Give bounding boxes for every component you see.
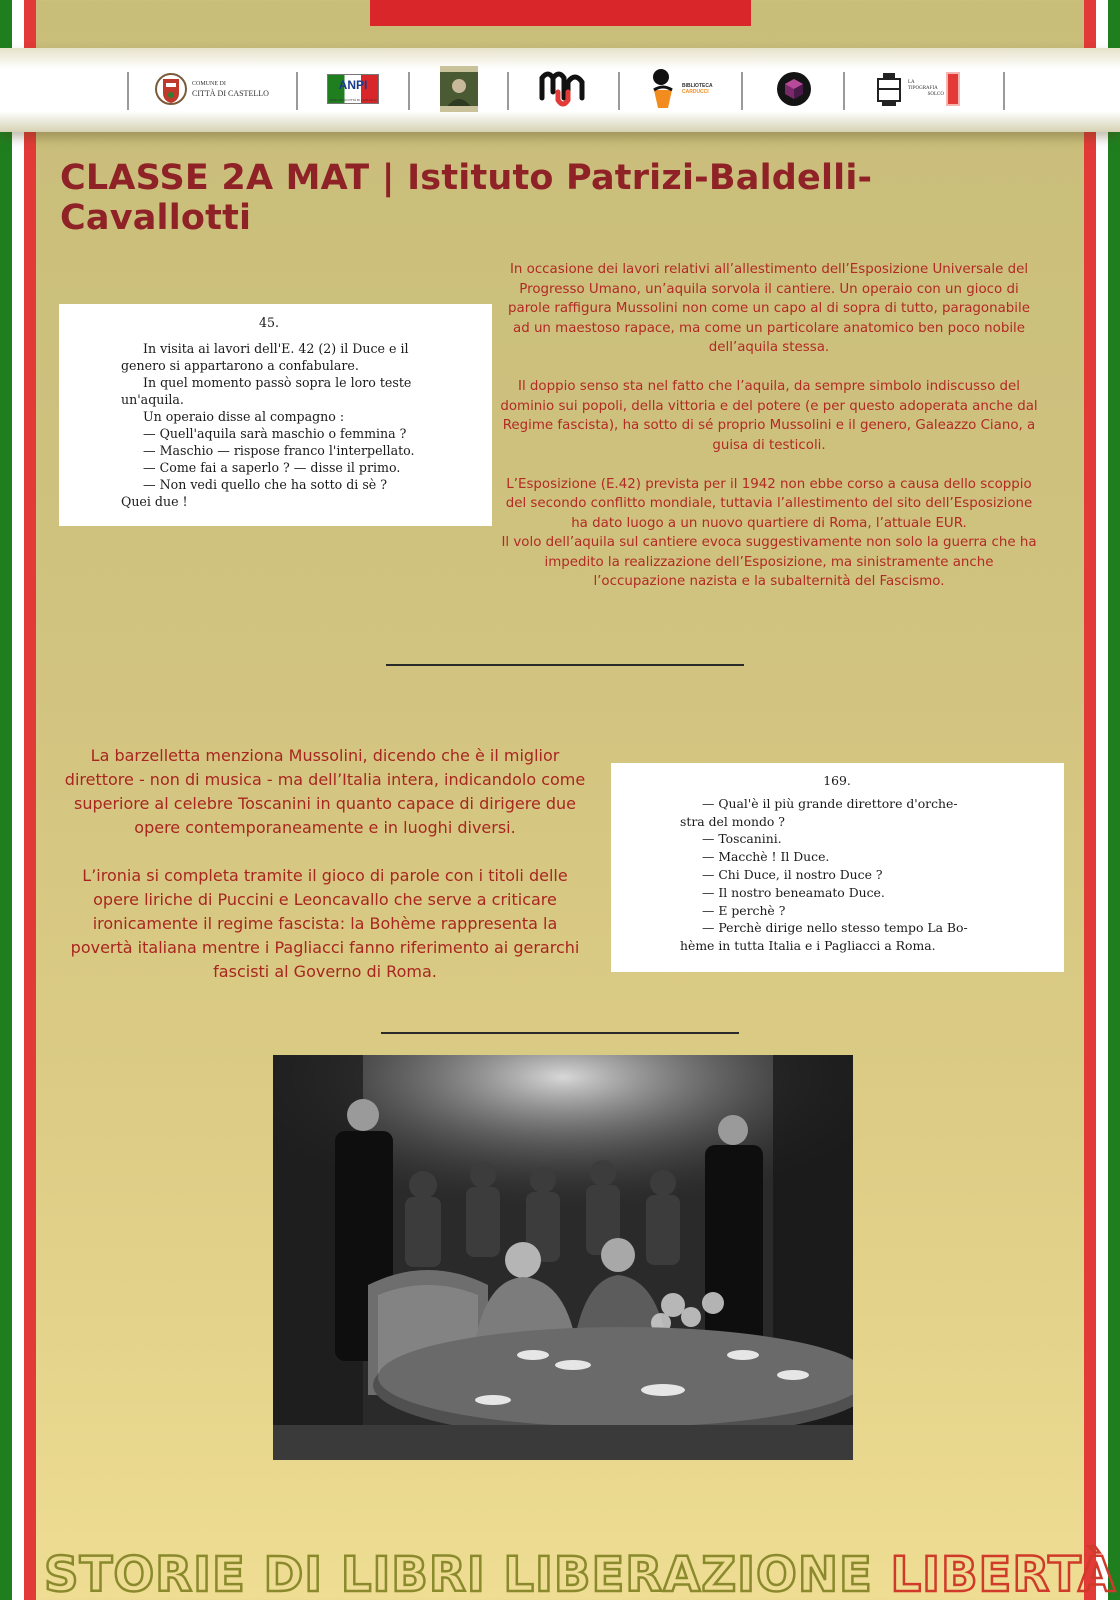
excerpt-line: un'aquila. <box>121 392 184 407</box>
section-divider <box>386 664 744 666</box>
reader-icon <box>650 68 680 110</box>
flag-stripe-red-right <box>1084 0 1096 1600</box>
logo-separator <box>843 72 845 110</box>
commentary-paragraph: Il volo dell’aquila sul cantiere evoca suggestivamente non solo la guerra che ha impedito la realizzazione dell’Esposizione, ma sinistramente anche l’occupazione nazista e la subalternità del Fascismo. <box>501 535 1037 589</box>
logo-separator <box>618 72 620 110</box>
commentary-paragraph: La barzelletta menziona Mussolini, dicendo che è il miglior direttore - non di musica - ma dell’Italia intera, indicandolo come superiore al celebre Toscanini in quanto capace di dirigere due opere contemporaneamente e in luoghi diversi. <box>64 746 586 837</box>
portrait-book-logo <box>440 66 478 112</box>
red-book-icon <box>946 72 960 106</box>
flag-stripe-white-right <box>1096 0 1108 1600</box>
comune-label-line1: COMUNE DI <box>192 81 226 87</box>
biblioteca-label-line1: BIBLIOTECA <box>682 83 713 89</box>
flag-stripe-green-left <box>0 0 12 1600</box>
excerpt-line: In quel momento passò sopra le loro teste <box>143 375 412 390</box>
anpi-sub-label: SEZIONE DI CITTÀ DI CASTELLO <box>329 98 377 102</box>
excerpt-line: Un operaio disse al compagno : <box>143 409 345 424</box>
biblioteca-label-line2: CARDUCCI <box>682 89 709 95</box>
tipografia-logo <box>874 66 960 112</box>
commentary-eagle <box>500 260 1038 592</box>
excerpt-line: — Perchè dirige nello stesso tempo La Bo- <box>702 920 968 936</box>
excerpt-line: Quei due ! <box>121 494 188 509</box>
excerpt-number: 45. <box>258 315 280 330</box>
flag-stripe-white-left <box>12 0 24 1600</box>
comune-citta-di-castello-logo <box>154 66 269 112</box>
excerpt-line: — Il nostro beneamato Duce. <box>702 884 885 900</box>
excerpt-line: hème in tutta Italia e i Pagliacci a Roma. <box>680 938 936 954</box>
excerpt-line: — E perchè ? <box>702 902 786 918</box>
footer-slogan-main: STORIE DI LIBRI LIBERAZIONE <box>44 1547 873 1600</box>
excerpt-line: — Maschio — rispose franco l'interpellato. <box>143 443 415 458</box>
press-icon <box>874 69 904 109</box>
excerpt-line: — Macchè ! Il Duce. <box>702 849 830 865</box>
excerpt-line: — Chi Duce, il nostro Duce ? <box>702 866 883 882</box>
historical-photo <box>273 1055 853 1460</box>
book-excerpt-45 <box>59 304 492 526</box>
book-excerpt-169 <box>611 763 1064 972</box>
logo-separator <box>127 72 129 110</box>
page-title: CLASSE 2A MAT | Istituto Patrizi-Baldelli-Cavallotti <box>60 158 873 238</box>
excerpt-line: genero si appartarono a confabulare. <box>121 358 359 373</box>
logo-separator <box>741 72 743 110</box>
excerpt-number: 169. <box>823 773 851 788</box>
excerpt-line: stra del mondo ? <box>680 813 785 829</box>
logo-separator <box>408 72 410 110</box>
flag-stripe-red-left <box>24 0 36 1600</box>
tipografia-label-line2: SOLCO <box>927 92 944 97</box>
meeting-photo-illustration <box>273 1055 853 1460</box>
tipografia-label-line1: LA TIPOGRAFIA <box>908 80 938 91</box>
excerpt-line: — Non vedi quello che ha sotto di sè ? <box>143 477 387 492</box>
commentary-paragraph: Il doppio senso sta nel fatto che l’aquila, da sempre simbolo indiscusso del dominio sui popoli, della vittoria e del potere (e per questo adoperata anche dal Regime fascista), ha sotto di sé proprio Mussolini e il genero, Galeazzo Ciano, a guisa di testicoli. <box>500 379 1038 453</box>
museum-mark-icon <box>538 68 590 110</box>
portrait-icon <box>440 66 478 112</box>
commentary-paragraph: In occasione dei lavori relativi all’allestimento dell’Esposizione Universale del Progresso Umano, un’aquila sorvola il cantiere. Un operaio con un gioco di parole raffigura Mussolini non come un capo al di sopra di tutto, paragonabile ad un maestoso rapace, ma come un particolare anatomico ben poco nobile dell’aquila stessa. <box>508 262 1030 355</box>
logo-separator <box>507 72 509 110</box>
logo-separator <box>1003 72 1005 110</box>
cube-badge-icon <box>776 71 812 107</box>
comune-crest-icon <box>154 69 188 109</box>
logo-separator <box>296 72 298 110</box>
round-badge-logo <box>776 66 812 112</box>
footer-slogan-liberta: LIBERTÀ <box>890 1547 1117 1600</box>
commentary-paragraph: L’Esposizione (E.42) prevista per il 1942 non ebbe corso a causa dello scoppio del secondo conflitto mondiale, tuttavia l’allestimento del sito dell’Esposizione ha dato luogo a un nuovo quartiere di Roma, l’attuale EUR. <box>505 476 1033 531</box>
commentary-paragraph: L’ironia si completa tramite il gioco di parole con i titoli delle opere liriche di Puccini e Leoncavallo che serve a criticare ironicamente il regime fascista: la Bohème rappresenta la povertà italiana mentre i Pagliacci fanno riferimento ai gerarchi fascisti al Governo di Roma. <box>70 866 580 981</box>
excerpt-line: — Qual'è il più grande direttore d'orche- <box>702 795 958 811</box>
flag-stripe-green-right <box>1108 0 1120 1600</box>
commentary-conductor <box>60 744 590 1008</box>
excerpt-line: — Come fai a saperlo ? — disse il primo. <box>143 460 401 475</box>
excerpt-line: In visita ai lavori dell'E. 42 (2) il Duce e il <box>143 341 409 356</box>
anpi-label: ANPI <box>338 78 368 92</box>
biblioteca-carducci-logo <box>650 66 713 112</box>
footer-slogan <box>44 1547 1117 1600</box>
excerpt-line: — Toscanini. <box>702 831 782 847</box>
section-divider <box>381 1032 739 1034</box>
anpi-logo <box>327 66 379 112</box>
comune-label-line2: CITTÀ DI CASTELLO <box>192 89 269 98</box>
excerpt-line: — Quell'aquila sarà maschio o femmina ? <box>143 426 407 441</box>
partner-logo-bar <box>0 48 1120 132</box>
top-red-tab <box>370 0 751 26</box>
museum-logo <box>538 66 590 112</box>
